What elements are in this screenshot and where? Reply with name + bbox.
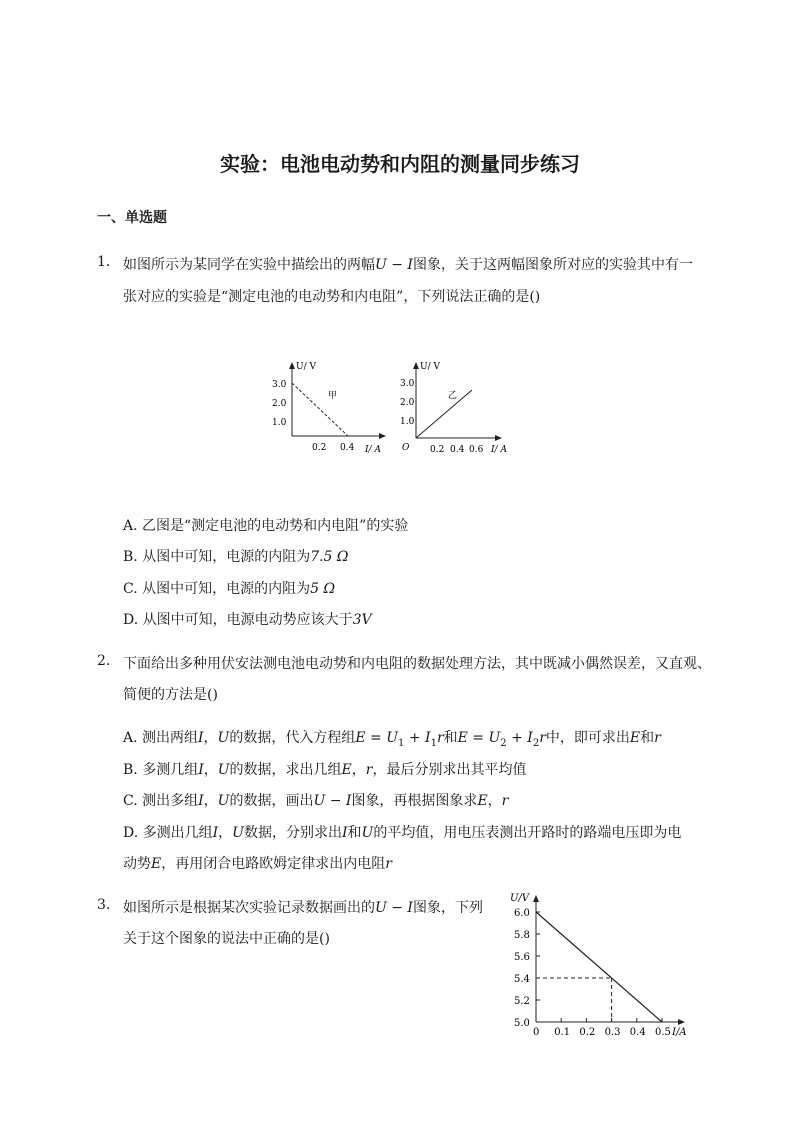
y-axis-label: U/ V [296, 362, 316, 372]
x-axis-arrow [495, 435, 502, 441]
y-tick-label: 5.8 [514, 930, 530, 941]
page-title: 实验：电池电动势和内阻的测量同步练习 [220, 152, 580, 176]
x-axis-arrow [678, 1019, 685, 1025]
option-d[interactable]: D. 多测出几组I，U数据，分别求出I和U的平均值，用电压表测出开路时的路端电压即为电 [123, 825, 682, 841]
x-axis-label: I/ A [491, 445, 507, 455]
question-text: 张对应的实验是“测定电池的电动势和内电阻”，下列说法正确的是() [123, 289, 541, 305]
graph-yi [398, 358, 528, 458]
series-label: 甲 [328, 391, 338, 401]
question-text: 关于这个图象的说法中正确的是() [123, 931, 330, 947]
x-axis-label: I/ A [365, 445, 381, 455]
q3-chart [500, 888, 710, 1048]
series-line-jia [292, 383, 348, 436]
series-line [536, 912, 662, 1022]
x-axis-arrow [379, 433, 386, 439]
x-tick-label: 0.4 [629, 1027, 646, 1038]
question-text: 如图所示是根据某次实验记录数据画出的U − I图象，下列 [123, 900, 483, 916]
y-tick-label: 2.0 [272, 399, 287, 409]
y-axis-label: U/V [510, 893, 530, 904]
option-c[interactable]: C. 测出多组I，U的数据，画出U − I图象，再根据图象求E，r [123, 793, 509, 809]
y-axis-arrow [533, 895, 539, 902]
question-number: 1. [97, 254, 111, 270]
y-tick-label: 3.0 [272, 380, 287, 390]
question-text: 简便的方法是() [123, 687, 218, 703]
y-tick-label: 6.0 [514, 908, 530, 919]
section-heading: 一、单选题 [97, 210, 167, 226]
series-label: 乙 [448, 391, 458, 401]
x-tick-label: 0.3 [604, 1027, 621, 1038]
y-tick-label: 5.2 [514, 996, 530, 1007]
question-number: 3. [97, 897, 111, 913]
x-tick-label: 0.6 [469, 445, 484, 455]
option-b[interactable]: B. 从图中可知，电源的内阻为7.5 Ω [123, 549, 349, 565]
option-c[interactable]: C. 从图中可知，电源的内阻为5 Ω [123, 581, 336, 597]
x-tick-label: 0.4 [450, 445, 465, 455]
graph-jia [262, 358, 392, 458]
option-d-continued: 动势E，再用闭合电路欧姆定律求出内电阻r [123, 856, 392, 872]
x-tick-label: 0.2 [579, 1027, 596, 1038]
x-axis-label: I/A [672, 1027, 687, 1038]
x-tick-label: 0.2 [430, 445, 445, 455]
series-line-yi [416, 390, 472, 438]
y-tick-label: 1.0 [272, 418, 287, 428]
x-tick-label: 0.5 [655, 1027, 671, 1038]
question-text: 下面给出多种用伏安法测电池电动势和内电阻的数据处理方法，其中既减小偶然误差，又直观、 [123, 656, 711, 672]
x-tick-label: 0.4 [340, 443, 355, 453]
y-tick-label: 1.0 [400, 417, 415, 427]
y-axis-arrow [413, 362, 419, 369]
y-axis-arrow [289, 362, 295, 369]
y-tick-label: 5.6 [514, 952, 530, 963]
x-tick-label: 0.1 [554, 1027, 571, 1038]
y-tick-label: 5.4 [514, 974, 530, 985]
x-tick-label: 0.2 [312, 443, 327, 453]
origin-label: O [402, 443, 410, 453]
option-d[interactable]: D. 从图中可知，电源电动势应该大于3V [123, 612, 372, 628]
y-tick-label: 2.0 [400, 398, 415, 408]
option-a[interactable]: A. 测出两组I，U的数据，代入方程组$E = U_1 + I_1r$和$E = U_2 + I_2r$中，即可求出E和r [123, 730, 661, 749]
question-text: 如图所示为某同学在实验中描绘出的两幅U − I图象，关于这两幅图象所对应的实验其中有一 [123, 257, 693, 273]
option-b[interactable]: B. 多测几组I，U的数据，求出几组E，r，最后分别求出其平均值 [123, 762, 527, 778]
x-tick-label: 0 [533, 1027, 540, 1038]
option-a[interactable]: A. 乙图是“测定电池的电动势和内电阻”的实验 [123, 518, 409, 534]
y-axis-label: U/ V [420, 362, 440, 372]
y-tick-label: 3.0 [400, 379, 415, 389]
y-tick-label: 5.0 [514, 1018, 530, 1029]
question-number: 2. [97, 653, 111, 669]
